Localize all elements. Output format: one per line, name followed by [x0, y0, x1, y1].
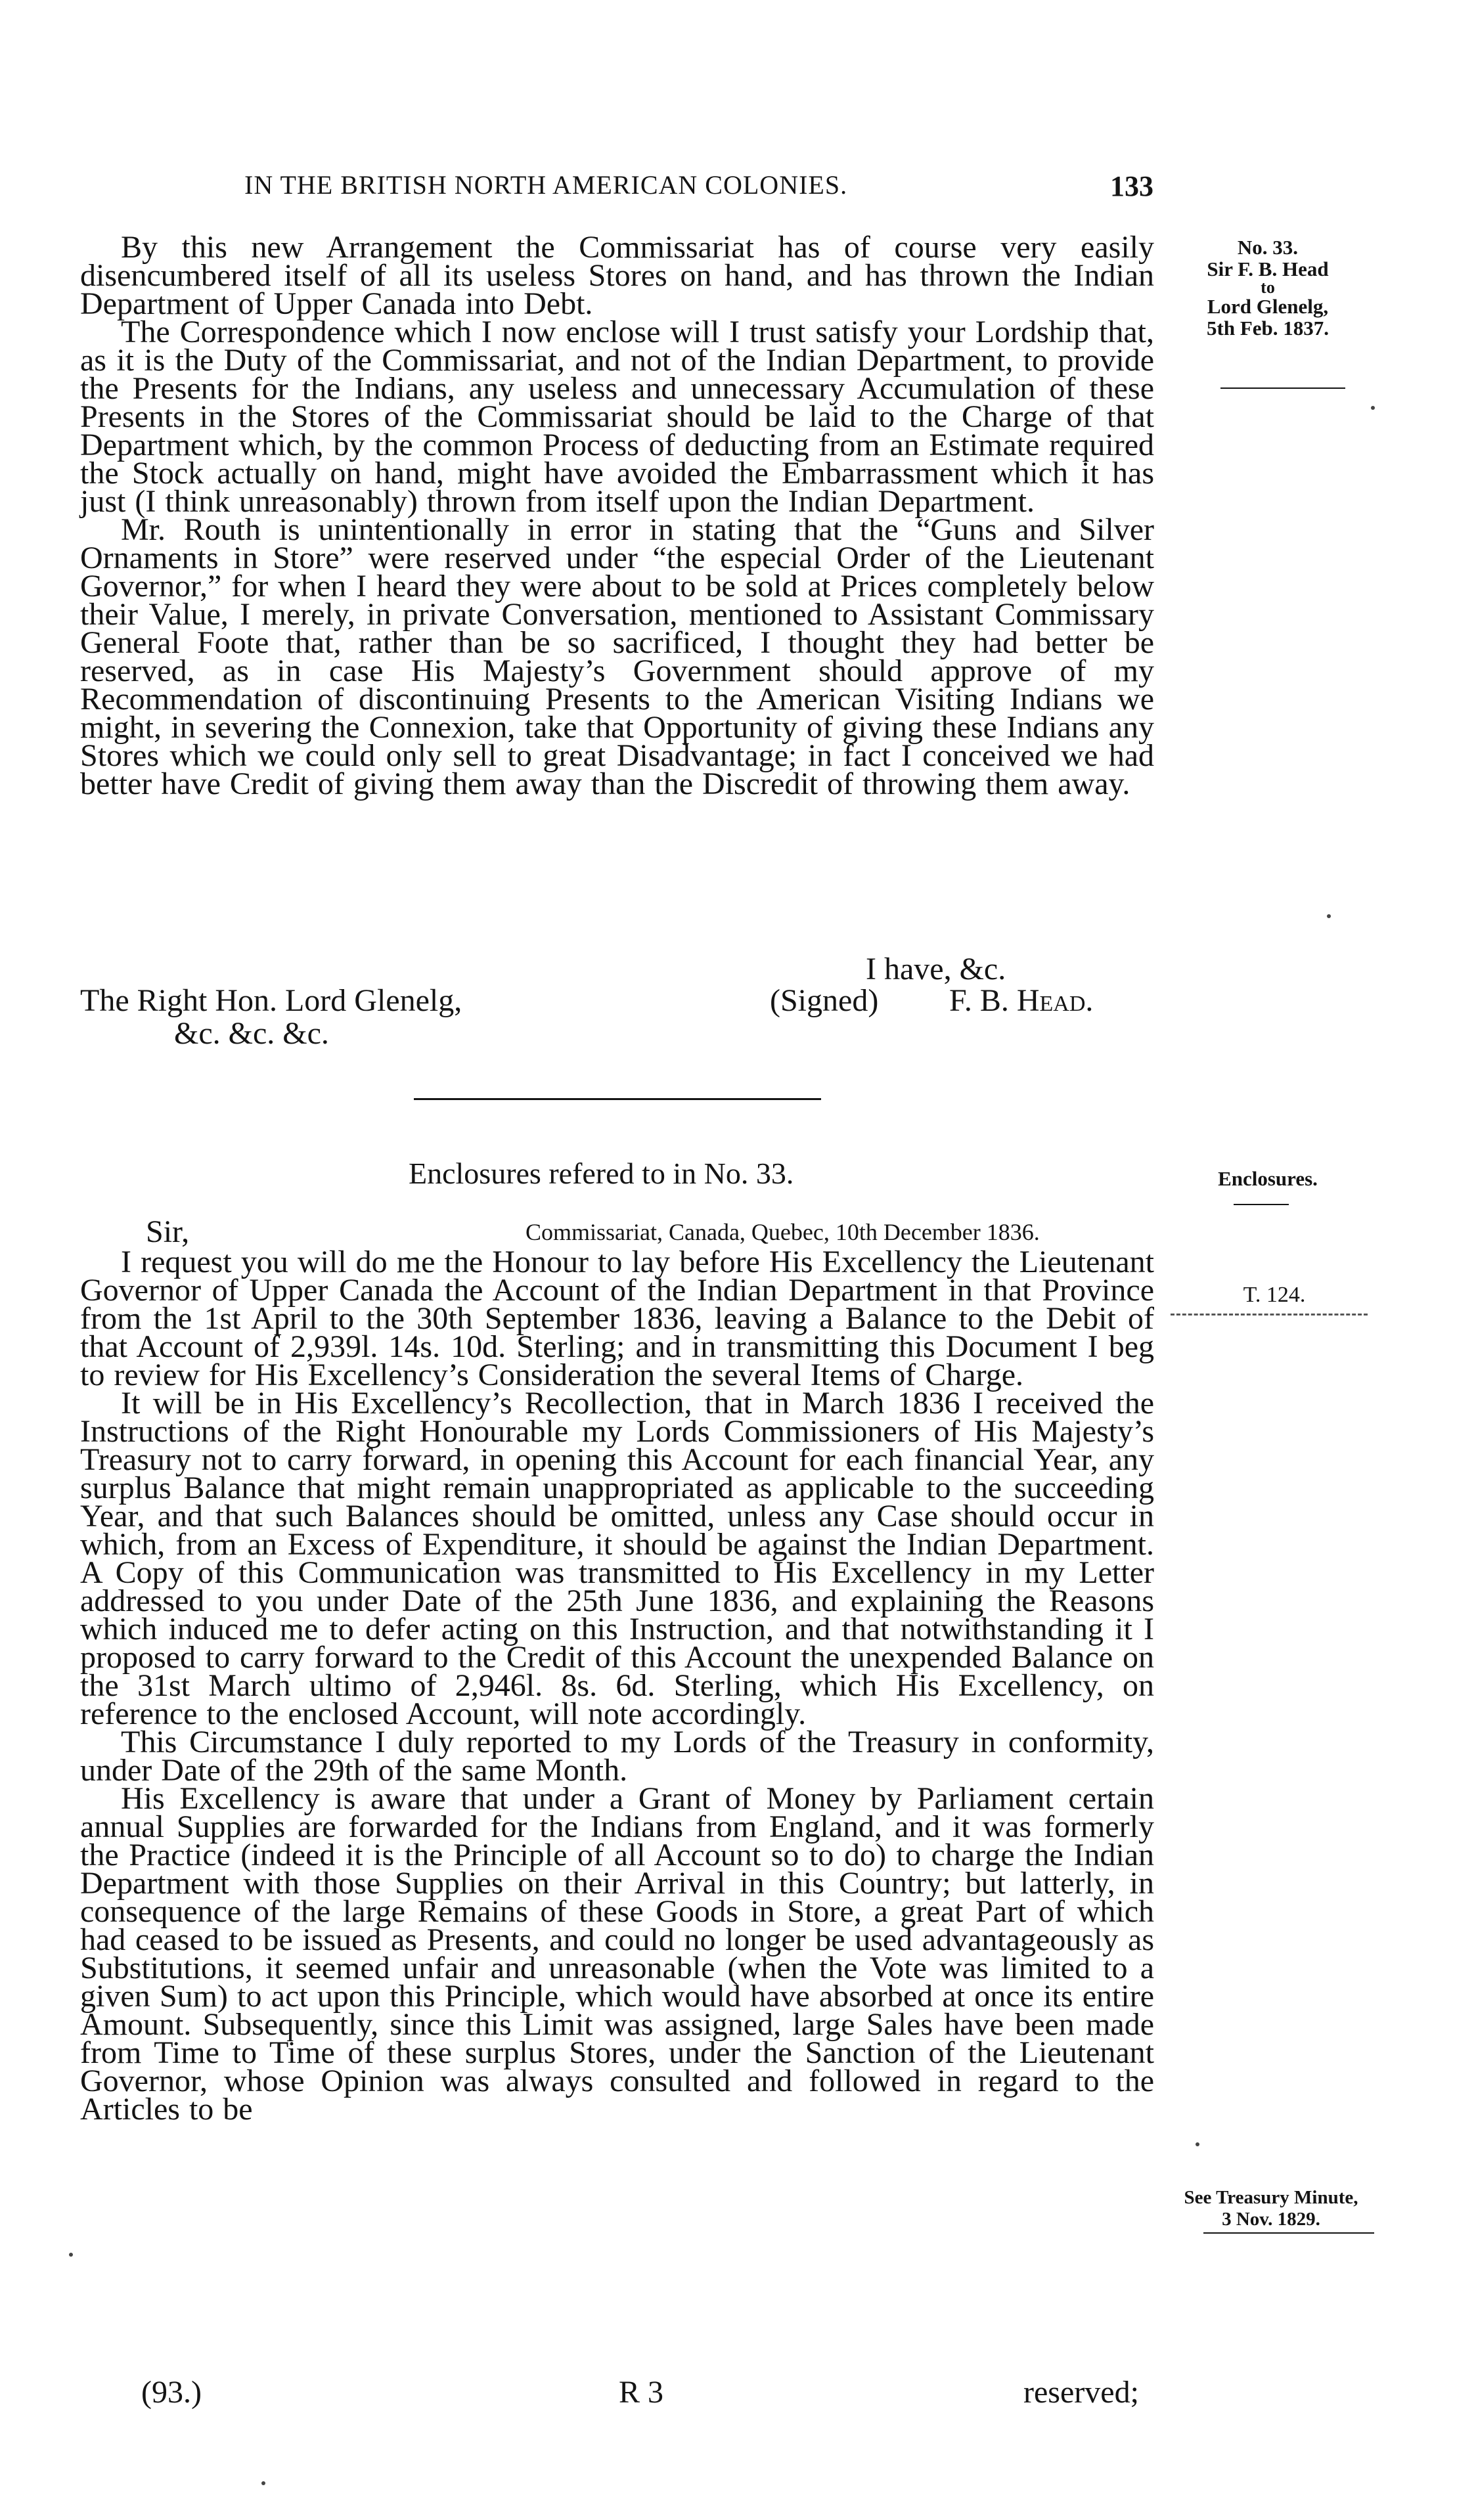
enclosures-heading: Enclosures refered to in No. 33. — [409, 1157, 794, 1190]
ink-speck — [1371, 406, 1375, 410]
ink-speck — [69, 2253, 73, 2257]
margin-note-number: No. 33. — [1237, 236, 1299, 259]
ink-speck — [1196, 2142, 1199, 2146]
paragraph: I request you will do me the Honour to lay before His Excellency the Lieutenant Governor of Upper Canada the Account of the Indian Department in that Province from the 1st April to the 30th September 1836, leaving a Balance to the Debit of that Account of 2,939l. 14s. 10d. Sterling; and in transmitting this Document I beg to review for His Excellency’s Consideration the several Items of Charge. — [80, 1245, 1154, 1392]
addressee-etc: &c. &c. &c. — [174, 1016, 329, 1051]
paragraph: It will be in His Excellency’s Recollection, that in March 1836 I received the Instructions of the Right Honourable my Lords Commissioners of His Majesty’s Treasury not to carry forward, in opening this Account for each financial Year, any surplus Balance that might remain unappropriated as applicable to the succeeding Year, and that such Balances should be omitted, unless any Case should occur in which, from an Excess of Expenditure, it should be against the Indian Department. A Copy of this Communication was transmitted to His Excellency in my Letter addressed to you under Date of the 25th June 1836, and explaining the Reasons which induced me to defer acting on this Instruction, and that notwithstanding it I proposed to carry forward to the Credit of this Account the unexpended Balance on the 31st March ultimo of 2,946l. 8s. 6d. Sterling, which His Excellency, on reference to the enclosed Account, will note accordingly. — [80, 1386, 1154, 1731]
margin-note-treasury-minute — [1163, 2187, 1379, 2230]
margin-note-rule — [1220, 387, 1345, 389]
paragraph: Mr. Routh is unintentionally in error in stating that the “Guns and Silver Ornaments in Store” were reserved under “the especial Order of the Lieutenant Governor,” for when I heard they were about to be sold at Prices completely below their Value, I merely, in private Conversation, mentioned to Assistant Commissary General Foote that, rather than be so sacrificed, I thought they had better be reserved, as in case His Majesty’s Government should approve of my Recommendation of discontinuing Presents to the American Visiting Indians we might, in severing the Connexion, take that Opportunity of giving these Indians any Stores which we could only sell to great Disadvantage; in fact I conceived we had better have Credit of giving them away than the Discredit of throwing them away. — [80, 512, 1154, 801]
margin-note-rule — [1203, 2232, 1374, 2234]
catchword: reserved; — [1023, 2375, 1139, 2410]
signed-label: (Signed) — [770, 983, 879, 1018]
print-number: (93.) — [141, 2375, 202, 2410]
signature-name: Head. — [1016, 983, 1094, 1018]
letter-body — [80, 230, 1154, 801]
addressee: The Right Hon. Lord Glenelg, — [80, 983, 462, 1018]
margin-note-line: to — [1261, 278, 1275, 297]
salutation: Sir, — [146, 1214, 190, 1249]
margin-note-rule — [1234, 1204, 1289, 1205]
signature-initials: F. B. — [949, 983, 1009, 1018]
margin-note-reference: T. 124. — [1243, 1283, 1306, 1307]
paragraph: By this new Arrangement the Commissariat has of course very easily disencumbered itself of all its useless Stores on hand, and has thrown the Indian Department of Upper Canada into Debt. — [80, 230, 1154, 321]
paragraph: His Excellency is aware that under a Grant of Money by Parliament certain annual Supplies are forwarded for the Indians from England, and it was formerly the Practice (indeed it is the Principle of all Account so to do) to charge the Indian Department with those Supplies on their Arrival in this Country; but latterly, in consequence of the large Remains of these Goods in Store, a great Part of which had ceased to be issued as Presents, and could no longer be used advantageously as Substitutions, it seemed unfair and unreasonable (when the Vote was limited to a given Sum) to act upon this Principle, which would have absorbed at once its entire Amount. Subsequently, since this Limit was assigned, large Sales have been made from Time to Time of these surplus Stores, under the Sanction of the Lieutenant Governor, whose Opinion was always consulted and followed in regard to the Articles to be — [80, 1781, 1154, 2127]
margin-note-line: 3 Nov. 1829. — [1222, 2209, 1320, 2230]
margin-note-letter-ref — [1176, 236, 1360, 339]
signature-mark: R 3 — [619, 2375, 664, 2410]
margin-note-line: 5th Feb. 1837. — [1207, 317, 1329, 340]
section-divider — [414, 1098, 821, 1100]
paragraph: The Correspondence which I now enclose will I trust satisfy your Lordship that, as it is the Duty of the Commissariat, and not of the Indian Department, to provide the Presents for the Indians, any useless and unnecessary Accumulation of these Presents in the Stores of the Commissariat should be laid to the Charge of that Department which, by the common Process of deducting from an Estimate required the Stock actually on hand, might have avoided the Embarrassment which it has just (I think unreasonably) thrown from itself upon the Indian Department. — [80, 315, 1154, 519]
ink-speck — [261, 2481, 265, 2485]
paragraph: This Circumstance I duly reported to my Lords of the Treasury in conformity, under Date of the 29th of the same Month. — [80, 1725, 1154, 1788]
margin-note-enclosures: Enclosures. — [1218, 1167, 1318, 1190]
enclosure-body — [80, 1245, 1154, 2127]
margin-note-line: Lord Glenelg, — [1207, 295, 1329, 318]
running-head: IN THE BRITISH NORTH AMERICAN COLONIES. — [244, 170, 848, 200]
ink-speck — [1327, 914, 1331, 918]
page-number: 133 — [1110, 170, 1153, 202]
margin-note-line: Sir F. B. Head — [1207, 257, 1329, 280]
margin-note-line: See Treasury Minute, — [1184, 2187, 1358, 2208]
margin-note-rule — [1171, 1314, 1368, 1315]
closing: I have, &c. — [866, 952, 1006, 986]
signature — [949, 983, 1093, 1019]
dateline: Commissariat, Canada, Quebec, 10th December 1836. — [526, 1219, 1040, 1245]
